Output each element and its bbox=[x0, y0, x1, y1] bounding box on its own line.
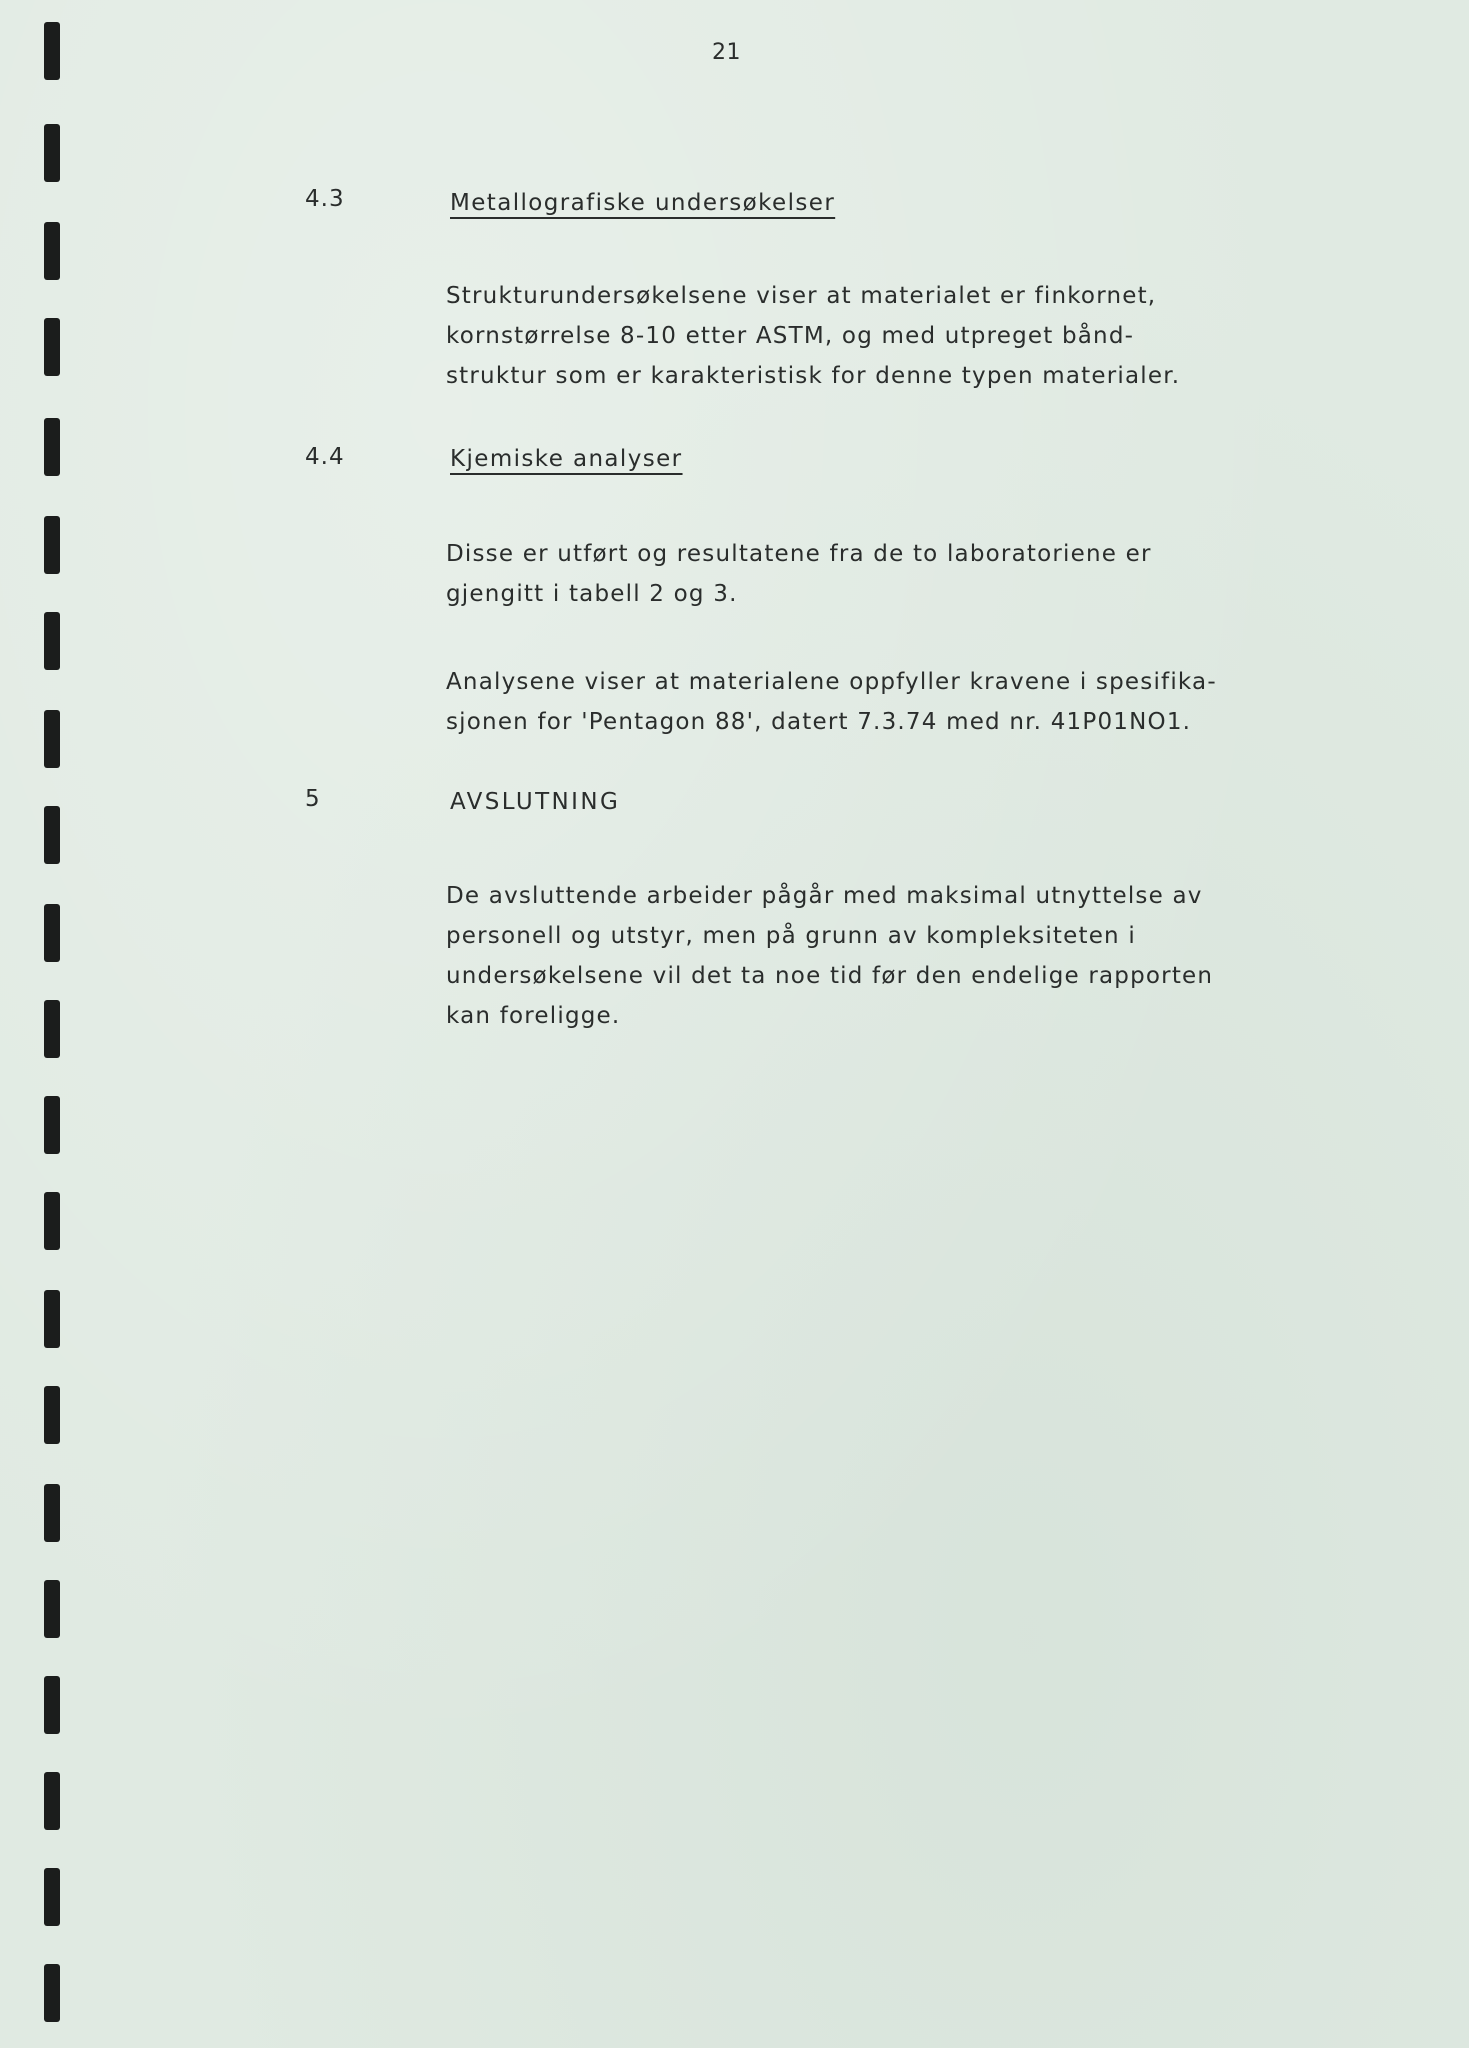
text-line: gjengitt i tabell 2 og 3. bbox=[446, 581, 738, 607]
binding-hole bbox=[44, 124, 60, 182]
text-line: Strukturundersøkelsene viser at materialet er finkornet, bbox=[446, 283, 1157, 309]
binding-hole bbox=[44, 806, 60, 864]
paragraph bbox=[446, 876, 1213, 1036]
section-heading-avslutning: AVSLUTNING bbox=[450, 789, 621, 815]
binding-hole bbox=[44, 1676, 60, 1734]
binding-hole bbox=[44, 1484, 60, 1542]
binding-hole bbox=[44, 318, 60, 376]
binding-hole bbox=[44, 1192, 60, 1250]
binding-hole bbox=[44, 904, 60, 962]
paragraph bbox=[446, 276, 1180, 396]
binding-hole bbox=[44, 1096, 60, 1154]
text-line: personell og utstyr, men på grunn av kompleksiteten i bbox=[446, 923, 1136, 949]
binding-hole bbox=[44, 1580, 60, 1638]
binding-hole bbox=[44, 418, 60, 476]
text-line: Disse er utført og resultatene fra de to laboratoriene er bbox=[446, 541, 1152, 567]
binding-hole bbox=[44, 1868, 60, 1926]
text-line: sjonen for 'Pentagon 88', datert 7.3.74 med nr. 41P01NO1. bbox=[446, 709, 1192, 735]
binding-hole bbox=[44, 1772, 60, 1830]
binding-hole bbox=[44, 22, 60, 80]
text-line: undersøkelsene vil det ta noe tid før den endelige rapporten bbox=[446, 963, 1214, 989]
binding-hole bbox=[44, 612, 60, 670]
section-number-4-4: 4.4 bbox=[305, 444, 345, 470]
text-line: De avsluttende arbeider pågår med maksimal utnyttelse av bbox=[446, 883, 1203, 909]
binding-hole bbox=[44, 1386, 60, 1444]
binding-hole bbox=[44, 222, 60, 280]
section-number-4-3: 4.3 bbox=[305, 186, 345, 212]
section-heading-metallografiske: Metallografiske undersøkelser bbox=[450, 190, 836, 216]
binding-hole bbox=[44, 1000, 60, 1058]
binding-hole bbox=[44, 1964, 60, 2022]
page-number: 21 bbox=[712, 40, 741, 65]
binding-hole bbox=[44, 710, 60, 768]
paragraph bbox=[446, 534, 1152, 614]
paragraph bbox=[446, 662, 1217, 742]
text-line: struktur som er karakteristisk for denne typen materialer. bbox=[446, 363, 1181, 389]
text-line: kornstørrelse 8-10 etter ASTM, og med utpreget bånd- bbox=[446, 323, 1135, 349]
section-number-5: 5 bbox=[305, 786, 321, 812]
section-heading-kjemiske: Kjemiske analyser bbox=[450, 446, 683, 472]
text-line: Analysene viser at materialene oppfyller kravene i spesifika- bbox=[446, 669, 1217, 695]
binding-hole bbox=[44, 516, 60, 574]
binding-hole bbox=[44, 1290, 60, 1348]
binding-holes bbox=[44, 0, 70, 2048]
text-line: kan foreligge. bbox=[446, 1003, 621, 1029]
